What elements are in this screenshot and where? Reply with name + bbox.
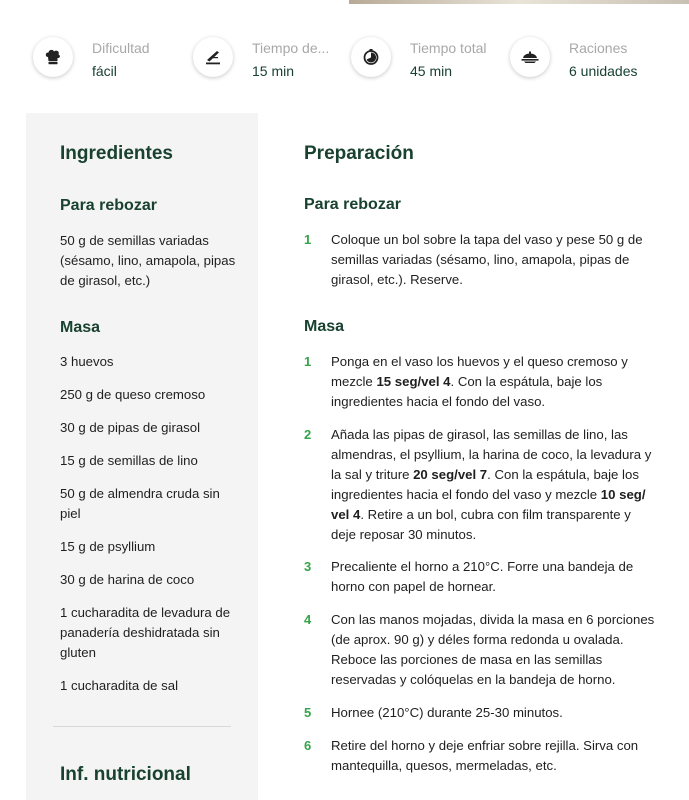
- stat-difficulty: [33, 32, 193, 90]
- ingredients-panel: [26, 113, 258, 800]
- preparation-title: Preparación: [304, 143, 414, 164]
- divider: [53, 726, 231, 727]
- ingredient-group-title: Para rebozar: [60, 197, 157, 214]
- ingredient-item: 3 huevos: [60, 354, 114, 369]
- ingredient-item: 1 cucharadita de sal: [60, 678, 179, 693]
- stat-value: 6 unidades: [569, 63, 638, 79]
- ingredient-item: 15 g de semillas de lino: [60, 453, 198, 468]
- hero-image-edge: [349, 0, 689, 4]
- step-number: 2: [304, 427, 312, 442]
- preparation-group-title: Masa: [304, 318, 345, 335]
- chef-hat-icon: [33, 37, 73, 77]
- step-text: Precaliente el horno a 210°C. Forre una bandeja de horno con papel de hornear.: [331, 559, 634, 594]
- stat-value: 45 min: [410, 63, 453, 79]
- stat-label: Tiempo de...: [252, 40, 330, 56]
- step-number: 6: [304, 738, 312, 753]
- stat-value: fácil: [92, 63, 117, 79]
- preparation-group-title: Para rebozar: [304, 196, 401, 213]
- thermomix-setting: 10 seg/ vel 4: [331, 487, 646, 522]
- ingredient-item: 15 g de psyllium: [60, 539, 156, 554]
- step-text: Retire del horno y deje enfriar sobre rejilla. Sirva con mantequilla, quesos, mermeladas, etc.: [331, 738, 639, 773]
- stat-label: Tiempo total: [410, 40, 487, 56]
- stat-servings: [510, 32, 670, 90]
- ingredients-title: Ingredientes: [60, 143, 173, 164]
- step-number: 1: [304, 232, 312, 247]
- thermomix-setting: 15 seg/vel 4: [376, 374, 451, 389]
- stat-label: Dificultad: [92, 40, 150, 56]
- ingredient-item: 30 g de harina de coco: [60, 572, 195, 587]
- step-number: 5: [304, 705, 312, 720]
- nutrition-title: Inf. nutricional: [60, 764, 191, 785]
- step-number: 1: [304, 354, 312, 369]
- ingredient-item: 50 g de semillas variadas (sésamo, lino, amapola, pipas de girasol, etc.): [60, 233, 236, 288]
- ingredient-item: 50 g de almendra cruda sin piel: [60, 486, 220, 521]
- stat-total-time: [351, 32, 511, 90]
- step-text: Con las manos mojadas, divida la masa en 6 porciones (de aprox. 90 g) y déles forma redonda u ovalada. Reboce las porciones de masa en las semillas reservadas y colóquelas en la bandeja de horno.: [331, 612, 655, 687]
- timer-icon: [351, 37, 391, 77]
- step-text: Coloque un bol sobre la tapa del vaso y pese 50 g de semillas variadas (sésamo, lino, amapola, pipas de girasol, etc.). Reserve.: [331, 232, 643, 287]
- recipe-stats: [0, 32, 689, 90]
- ingredient-group-title: Masa: [60, 319, 101, 336]
- step-number: 4: [304, 612, 312, 627]
- ingredient-item: 30 g de pipas de girasol: [60, 420, 201, 435]
- step-text: Hornee (210°C) durante 25-30 minutos.: [331, 705, 563, 720]
- ingredient-item: 250 g de queso cremoso: [60, 387, 206, 402]
- step-text: Ponga en el vaso los huevos y el queso cremoso y mezcle 15 seg/vel 4. Con la espátula, baje los ingredientes hacia el fondo del vaso.: [331, 354, 628, 409]
- step-number: 3: [304, 559, 312, 574]
- stat-value: 15 min: [252, 63, 295, 79]
- serving-plate-icon: [510, 37, 550, 77]
- stat-prep-time: [193, 32, 353, 90]
- knife-board-icon: [193, 37, 233, 77]
- stat-label: Raciones: [569, 40, 628, 56]
- thermomix-setting: 20 seg/vel 7: [413, 467, 488, 482]
- step-text: Añada las pipas de girasol, las semillas de lino, las almendras, el psyllium, la harina de coco, la levadura y la sal y triture 20 seg/vel 7. Con la espátula, baje los ingredientes hacia el fondo del vaso y mezcle 10 seg/ vel 4. Retire a un bol, cubra con film transparente y deje reposar 30 minutos.: [331, 427, 652, 542]
- ingredient-item: 1 cucharadita de levadura de panadería deshidratada sin gluten: [60, 605, 231, 660]
